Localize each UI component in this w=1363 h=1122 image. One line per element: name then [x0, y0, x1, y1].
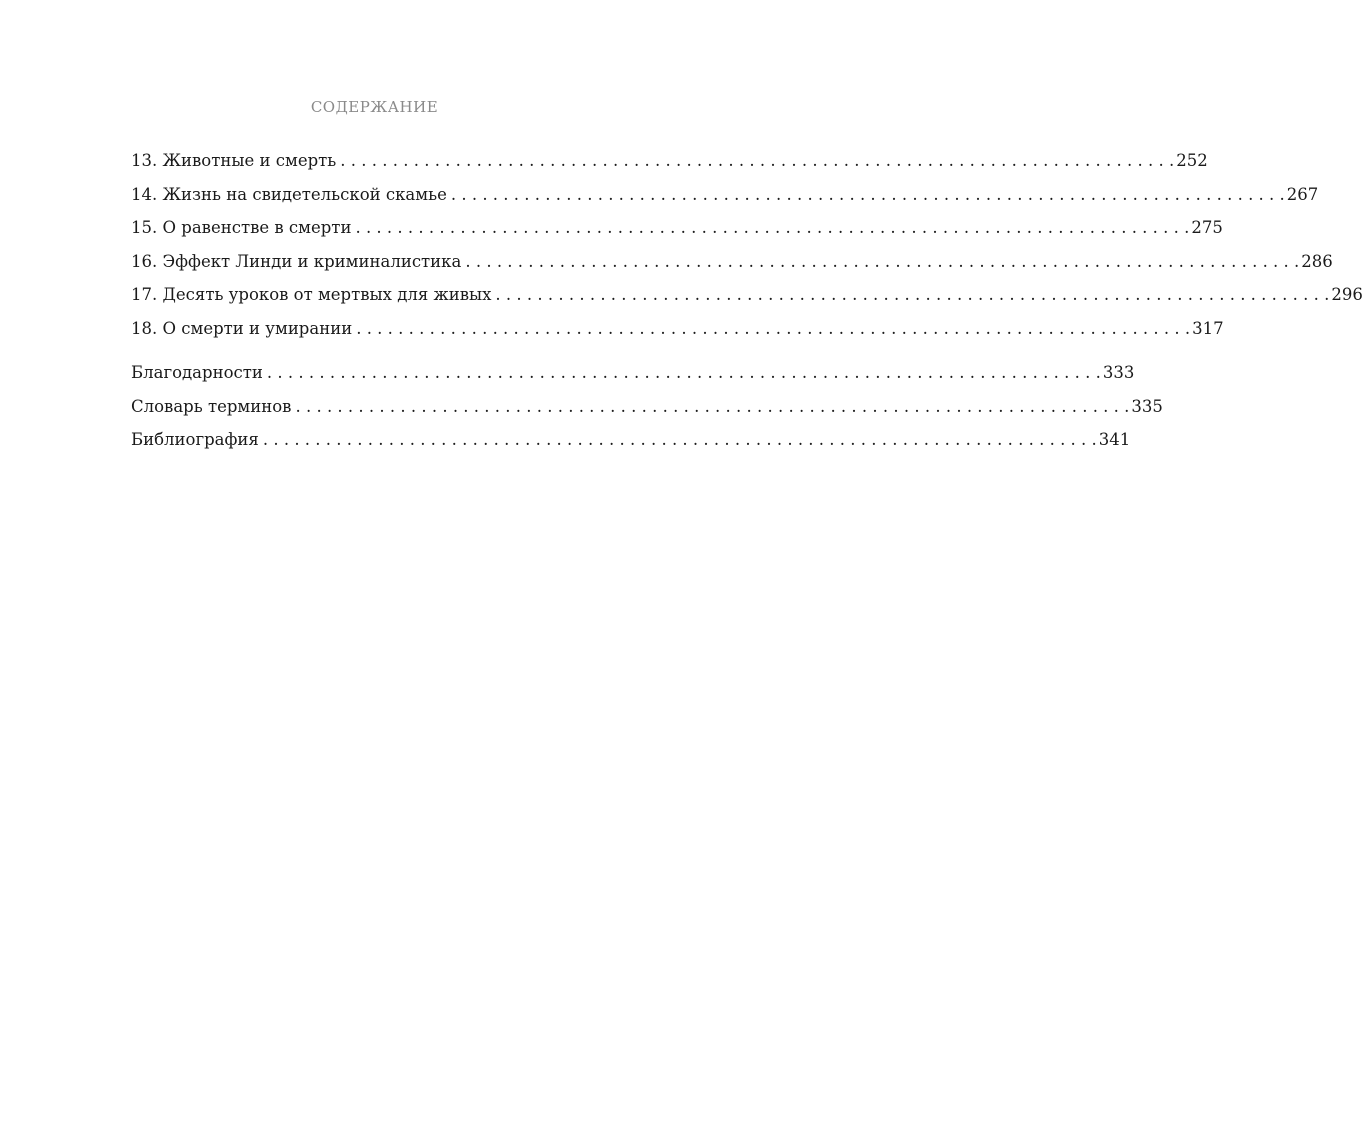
- dot-leader: . . . . . . . . . . . . . . . . . . . . . . . . . . . . . . . . . . . . . . . . . . . . . . . . . . . . . . . . . . . . . . . . . . . . . . . . . . . . . . . .: [295, 396, 1130, 416]
- toc-entry[interactable]: [131, 144, 1208, 178]
- toc-entry-page: 275: [1191, 218, 1223, 237]
- toc-entry-title: 16. Эффект Линди и криминалистика: [131, 251, 462, 271]
- toc-entry-title: Словарь терминов: [131, 396, 292, 416]
- toc-entry-page: 252: [1176, 151, 1208, 170]
- dot-leader: . . . . . . . . . . . . . . . . . . . . . . . . . . . . . . . . . . . . . . . . . . . . . . . . . . . . . . . . . . . . . . . . . . . . . . . . . . . . . . . .: [262, 430, 1097, 449]
- toc-entry-page: 267: [1286, 184, 1319, 204]
- toc-entry-title: 17. Десять уроков от мертвых для живых: [131, 285, 492, 304]
- toc-chapters: [131, 144, 1363, 345]
- toc-entry-page: 317: [1192, 318, 1224, 338]
- dot-leader: . . . . . . . . . . . . . . . . . . . . . . . . . . . . . . . . . . . . . . . . . . . . . . . . . . . . . . . . . . . . . . . . . . . . . . . . . . . . . . . .: [355, 218, 1190, 237]
- dot-leader: . . . . . . . . . . . . . . . . . . . . . . . . . . . . . . . . . . . . . . . . . . . . . . . . . . . . . . . . . . . . . . . . . . . . . . . . . . . . . . . .: [495, 285, 1330, 304]
- toc-entry-page: 286: [1301, 251, 1333, 271]
- toc-entry[interactable]: [131, 278, 1363, 312]
- toc-entry[interactable]: [131, 423, 1131, 457]
- dot-leader: . . . . . . . . . . . . . . . . . . . . . . . . . . . . . . . . . . . . . . . . . . . . . . . . . . . . . . . . . . . . . . . . . . . . . . . . . . . . . . . .: [450, 184, 1285, 204]
- toc-entry-title: Благодарности: [131, 363, 263, 382]
- toc-entry-page: 333: [1102, 363, 1135, 382]
- toc-entry-page: 341: [1098, 430, 1131, 449]
- dot-leader: . . . . . . . . . . . . . . . . . . . . . . . . . . . . . . . . . . . . . . . . . . . . . . . . . . . . . . . . . . . . . . . . . . . . . . . . . . . . . . . .: [356, 318, 1191, 338]
- toc-entry[interactable]: [131, 211, 1223, 245]
- toc-entry-page: 296: [1331, 285, 1363, 304]
- running-title: СОДЕРЖАНИЕ: [310, 98, 439, 116]
- toc-entry-title: Библиография: [131, 430, 259, 449]
- toc-entry-page: 335: [1131, 396, 1163, 416]
- dot-leader: . . . . . . . . . . . . . . . . . . . . . . . . . . . . . . . . . . . . . . . . . . . . . . . . . . . . . . . . . . . . . . . . . . . . . . . . . . . . . . . .: [465, 251, 1300, 271]
- toc-entry[interactable]: [131, 178, 1319, 212]
- toc-entry-title: 13. Животные и смерть: [131, 151, 337, 170]
- toc-entry[interactable]: [131, 390, 1163, 424]
- table-of-contents: [131, 144, 1363, 457]
- toc-entry[interactable]: [131, 245, 1333, 279]
- toc-entry-title: 14. Жизнь на свидетельской скамье: [131, 184, 447, 204]
- toc-entry-title: 15. О равенстве в смерти: [131, 218, 352, 237]
- toc-entry[interactable]: [131, 356, 1135, 390]
- toc-entry-title: 18. О смерти и умирании: [131, 318, 353, 338]
- dot-leader: . . . . . . . . . . . . . . . . . . . . . . . . . . . . . . . . . . . . . . . . . . . . . . . . . . . . . . . . . . . . . . . . . . . . . . . . . . . . . . . .: [266, 363, 1101, 382]
- dot-leader: . . . . . . . . . . . . . . . . . . . . . . . . . . . . . . . . . . . . . . . . . . . . . . . . . . . . . . . . . . . . . . . . . . . . . . . . . . . . . . . .: [340, 151, 1175, 170]
- toc-entry[interactable]: [131, 312, 1224, 346]
- toc-back-matter: [131, 356, 1163, 457]
